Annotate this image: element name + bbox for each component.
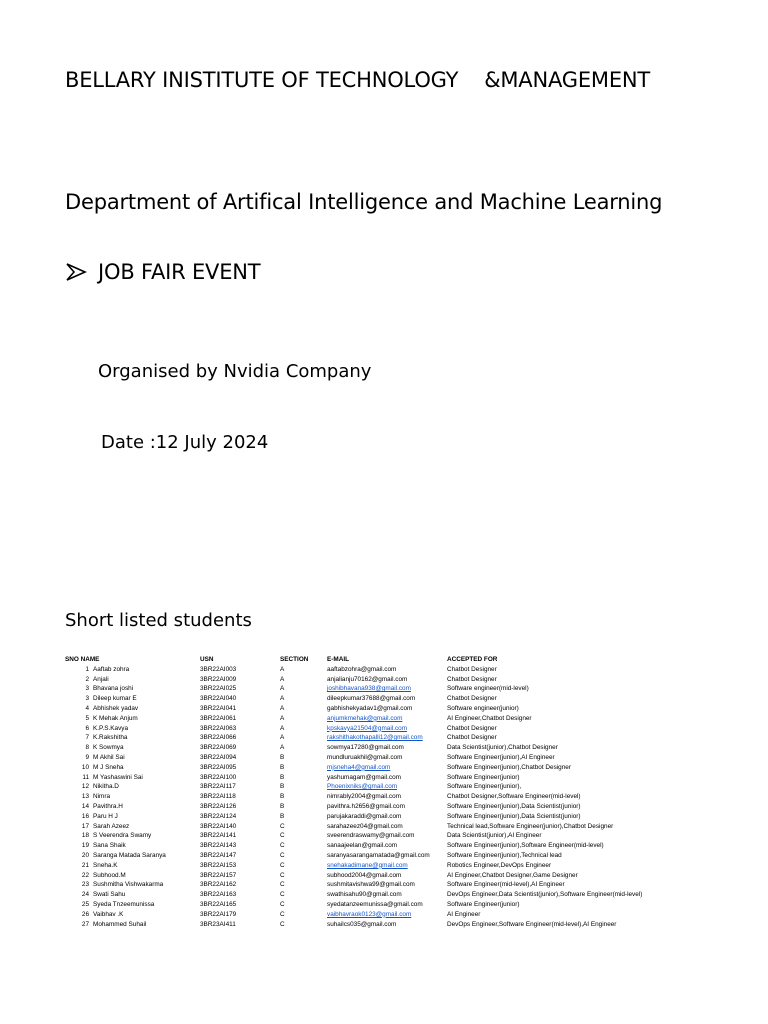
- cell-sno: 12: [81, 783, 89, 791]
- cell-name: Syeda Tnzeemunissa: [93, 900, 155, 908]
- cell-name: K.P.S.Kavya: [93, 724, 129, 732]
- cell-sno: 24: [81, 891, 89, 899]
- cell-name: Sushmitha Vishwakarma: [93, 881, 164, 889]
- cell-usn: 3BR22AI061: [200, 714, 237, 722]
- cell-usn: 3BR22AI025: [200, 685, 237, 693]
- cell-name: M J Sneha: [93, 763, 124, 771]
- cell-name: Pavithra.H: [93, 802, 123, 810]
- table-row: [65, 684, 715, 694]
- cell-sno: 3: [85, 695, 89, 703]
- cell-section: A: [280, 665, 285, 673]
- cell-email: saranyasarangamatada@gmail.com: [327, 851, 430, 859]
- table-row: [65, 694, 715, 704]
- cell-sno: 8: [85, 744, 89, 752]
- email-link[interactable]: snehakadimane@gmail.com: [327, 861, 408, 869]
- event-bullet: [65, 260, 260, 284]
- cell-sno: 1: [85, 665, 89, 673]
- cell-name: Abhishek yadav: [93, 704, 139, 712]
- event-date: Date :12 July 2024: [101, 432, 269, 453]
- cell-email: sanaajeelan@gmail.com: [327, 842, 398, 850]
- table-row: [65, 871, 715, 881]
- cell-accepted-for: Chatbot Designer: [447, 734, 497, 742]
- cell-accepted-for: AI Engineer,Chatbot Designer,Game Designer: [447, 871, 578, 879]
- cell-sno: 4: [85, 704, 89, 712]
- cell-usn: 3BR22AI163: [200, 891, 237, 899]
- cell-usn: 3BR22AI003: [200, 665, 237, 673]
- table-row: [65, 900, 715, 910]
- table-row: [65, 763, 715, 773]
- cell-sno: 3: [85, 685, 89, 693]
- cell-email: yashumagam@gmail.com: [327, 773, 401, 781]
- email-link[interactable]: Phoenixniks@gmail.com: [327, 783, 398, 791]
- table-row: [65, 920, 715, 930]
- cell-section: B: [280, 802, 285, 810]
- table-row: [65, 704, 715, 714]
- cell-accepted-for: Software Engineer(junior),Data Scientist(junior): [447, 812, 581, 820]
- table-row: [65, 831, 715, 841]
- cell-accepted-for: Chatbot Designer: [447, 695, 497, 703]
- cell-email: sushmitavishwa99@gmail.com: [327, 881, 415, 889]
- cell-name: S Veerendra Swamy: [93, 832, 152, 840]
- cell-section: C: [280, 900, 285, 908]
- table-row: [65, 890, 715, 900]
- cell-usn: 3BR22AI117: [200, 783, 236, 791]
- cell-accepted-for: Chatbot Designer: [447, 675, 497, 683]
- cell-section: C: [280, 842, 285, 850]
- cell-usn: 3BR22AI157: [200, 871, 237, 879]
- event-title: JOB FAIR EVENT: [98, 260, 261, 284]
- cell-sno: 21: [81, 861, 89, 869]
- cell-usn: 3BR22AI040: [200, 695, 237, 703]
- cell-name: Aaftab zohra: [93, 665, 130, 673]
- cell-email: swathisahu90@gmail.com: [327, 891, 402, 899]
- cell-name: Sneha.K: [93, 861, 118, 869]
- cell-section: C: [280, 822, 285, 830]
- cell-section: B: [280, 753, 285, 761]
- email-link[interactable]: rakshithakothapalli12@gmail.com: [327, 734, 423, 742]
- institute-title: BELLARY INISTITUTE OF TECHNOLOGY &MANAGEMENT: [65, 68, 651, 92]
- cell-sno: 7: [85, 734, 89, 742]
- cell-accepted-for: Software Engineer(junior): [447, 773, 520, 781]
- header-usn: USN: [200, 656, 214, 663]
- cell-section: B: [280, 763, 285, 771]
- email-link[interactable]: anjumkmehak@gmail.com: [327, 714, 403, 722]
- cell-name: K Mehak Anjum: [93, 714, 138, 722]
- cell-name: Saranga Matada Saranya: [93, 851, 166, 859]
- cell-section: C: [280, 910, 285, 918]
- cell-section: C: [280, 881, 285, 889]
- cell-section: C: [280, 861, 285, 869]
- cell-sno: 20: [81, 851, 89, 859]
- cell-section: B: [280, 773, 285, 781]
- cell-name: M Akhil Sai: [93, 753, 125, 761]
- cell-accepted-for: AI Engineer,Chatbot Designer: [447, 714, 532, 722]
- cell-section: C: [280, 851, 285, 859]
- header-sno-name: SNO NAME: [65, 656, 100, 663]
- cell-sno: 14: [81, 802, 89, 810]
- cell-accepted-for: Chatbot Designer,Software Engineer(mid-level): [447, 793, 581, 801]
- cell-name: Subhood.M: [93, 871, 126, 879]
- cell-sno: 26: [81, 910, 89, 918]
- cell-name: Nimra: [93, 793, 111, 801]
- table-row: [65, 743, 715, 753]
- cell-accepted-for: Software Engineer(junior),: [447, 783, 522, 791]
- cell-accepted-for: Software engineer(junior): [447, 704, 519, 712]
- table-row: [65, 910, 715, 920]
- cell-usn: 3BR22AI066: [200, 734, 237, 742]
- shortlisted-heading: Short listed students: [65, 610, 252, 631]
- cell-sno: 6: [85, 724, 89, 732]
- table-row: [65, 733, 715, 743]
- cell-usn: 3BR22AI141: [200, 832, 237, 840]
- cell-sno: 22: [81, 871, 89, 879]
- cell-name: Sana Shaik: [93, 842, 126, 850]
- cell-sno: 5: [85, 714, 89, 722]
- cell-accepted-for: Robotics Engineer,DevOps Engineer: [447, 861, 552, 869]
- cell-email: subhood2004@gmail.com: [327, 871, 402, 879]
- cell-accepted-for: DevOps Engineer,Software Engineer(mid-level),AI Engineer: [447, 920, 617, 928]
- cell-accepted-for: Software Engineer(mid-level),AI Engineer: [447, 881, 565, 889]
- table-row: [65, 773, 715, 783]
- email-link[interactable]: joshibhavana938@gmail.com: [327, 685, 411, 693]
- cell-email: gabhishekyadav1@gmail.com: [327, 704, 413, 712]
- cell-section: C: [280, 891, 285, 899]
- table-header-row: [65, 655, 715, 665]
- cell-section: B: [280, 793, 285, 801]
- table-row: [65, 792, 715, 802]
- cell-section: A: [280, 744, 285, 752]
- cell-usn: 3BR22AI143: [200, 842, 237, 850]
- cell-usn: 3BR22AI124: [200, 812, 237, 820]
- cell-section: A: [280, 714, 285, 722]
- cell-accepted-for: Software Engineer(junior),Chatbot Designer: [447, 763, 571, 771]
- cell-section: A: [280, 695, 285, 703]
- cell-sno: 10: [81, 763, 89, 771]
- cell-accepted-for: AI Engineer: [447, 910, 481, 918]
- arrow-bullet-icon: [65, 262, 89, 282]
- cell-sno: 17: [81, 822, 89, 830]
- cell-section: A: [280, 724, 285, 732]
- cell-usn: 3BR22AI009: [200, 675, 237, 683]
- cell-accepted-for: Software Engineer(junior),Technical lead: [447, 851, 562, 859]
- cell-accepted-for: Technical lead,Software Engineer(junior),Chatbot Designer: [447, 822, 614, 830]
- cell-section: B: [280, 783, 285, 791]
- table-row: [65, 753, 715, 763]
- cell-email: suhailcs035@gmail.com: [327, 920, 397, 928]
- email-link[interactable]: mjsneha4@gmail.com: [327, 763, 391, 771]
- cell-name: K.Rakshitha: [93, 734, 128, 742]
- cell-sno: 27: [81, 920, 89, 928]
- cell-name: Dileep kumar E: [93, 695, 137, 703]
- cell-sno: 23: [81, 881, 89, 889]
- header-email: E-MAIL: [327, 656, 350, 663]
- cell-accepted-for: Software Engineer(junior),Software Engineer(mid-level): [447, 842, 604, 850]
- cell-usn: 3BR22AI063: [200, 724, 237, 732]
- cell-usn: 3BR22AI041: [200, 704, 237, 712]
- students-table: [65, 655, 715, 929]
- cell-section: A: [280, 734, 285, 742]
- cell-email: sarahazeez04@gmail.com: [327, 822, 403, 830]
- header-section: SECTION: [280, 656, 309, 663]
- cell-usn: 3BR22AI165: [200, 900, 237, 908]
- cell-usn: 3BR23AI411: [200, 920, 236, 928]
- table-row: [65, 861, 715, 871]
- cell-usn: 3BR22AI094: [200, 753, 237, 761]
- cell-name: Nikitha.D: [93, 783, 119, 791]
- cell-name: Anjali: [93, 675, 109, 683]
- table-row: [65, 841, 715, 851]
- cell-usn: 3BR22AI162: [200, 881, 237, 889]
- table-row: [65, 782, 715, 792]
- header-accepted-for: ACCEPTED FOR: [447, 656, 498, 663]
- cell-sno: 9: [85, 753, 89, 761]
- cell-section: A: [280, 675, 285, 683]
- cell-usn: 3BR22AI179: [200, 910, 237, 918]
- cell-usn: 3BR22AI147: [200, 851, 237, 859]
- table-row: [65, 675, 715, 685]
- cell-name: Vaibhav .K: [93, 910, 124, 918]
- cell-name: Paru H J: [93, 812, 118, 820]
- cell-email: sveerendraswamy@gmail.com: [327, 832, 415, 840]
- cell-email: sowmya17280@gmail.com: [327, 744, 404, 752]
- cell-email: aaftabzohra@gmail.com: [327, 665, 397, 673]
- email-link[interactable]: kpskavya21504@gmail.com: [327, 724, 408, 732]
- cell-accepted-for: Data Scientist(junior),Chatbot Designer: [447, 744, 558, 752]
- cell-accepted-for: Software Engineer(junior): [447, 900, 520, 908]
- cell-accepted-for: Software engineer(mid-level): [447, 685, 529, 693]
- cell-usn: 3BR22AI095: [200, 763, 237, 771]
- cell-usn: 3BR22AI118: [200, 793, 236, 801]
- cell-sno: 25: [81, 900, 89, 908]
- cell-section: B: [280, 812, 285, 820]
- cell-sno: 16: [81, 812, 89, 820]
- cell-usn: 3BR22AI100: [200, 773, 237, 781]
- cell-usn: 3BR22AI153: [200, 861, 237, 869]
- cell-email: dileepkumar37688@gmail.com: [327, 695, 416, 703]
- cell-sno: 11: [82, 773, 89, 781]
- cell-section: A: [280, 685, 285, 693]
- table-row: [65, 812, 715, 822]
- cell-section: C: [280, 920, 285, 928]
- cell-accepted-for: Software Engineer(junior),Data Scientist(junior): [447, 802, 581, 810]
- cell-name: Sarah Azeez: [93, 822, 130, 830]
- cell-usn: 3BR22AI126: [200, 802, 237, 810]
- cell-email: anjalianju70162@gmail.com: [327, 675, 408, 683]
- cell-sno: 19: [81, 842, 89, 850]
- table-row: [65, 724, 715, 734]
- department-heading: Department of Artifical Intelligence and Machine Learning: [65, 190, 663, 214]
- table-row: [65, 851, 715, 861]
- cell-name: K Sowmya: [93, 744, 124, 752]
- cell-section: A: [280, 704, 285, 712]
- cell-sno: 18: [81, 832, 89, 840]
- table-row: [65, 880, 715, 890]
- cell-name: M Yashaswini Sai: [93, 773, 143, 781]
- cell-usn: 3BR22AI140: [200, 822, 237, 830]
- cell-usn: 3BR22AI069: [200, 744, 237, 752]
- cell-accepted-for: Software Engineer(junior),AI Engineer: [447, 753, 555, 761]
- table-row: [65, 665, 715, 675]
- cell-sno: 2: [85, 675, 89, 683]
- cell-sno: 13: [81, 793, 89, 801]
- cell-accepted-for: Chatbot Designer: [447, 665, 497, 673]
- cell-name: Bhavana joshi: [93, 685, 134, 693]
- cell-email: nimrably2004@gmail.com: [327, 793, 401, 801]
- cell-name: Mohammed Suhail: [93, 920, 147, 928]
- table-row: [65, 714, 715, 724]
- email-link[interactable]: vaibhavraok0123@gmail.com: [327, 910, 412, 918]
- cell-email: syedatanzeemunissa@gmail.com: [327, 900, 423, 908]
- cell-accepted-for: DevOps Engineer,Data Scientist(junior),Software Engineer(mid-level): [447, 891, 643, 899]
- cell-email: mundluruakhil@gmail.com: [327, 753, 403, 761]
- organiser-text: Organised by Nvidia Company: [98, 361, 372, 382]
- cell-email: pavithra.h2656@gmail.com: [327, 802, 405, 810]
- table-row: [65, 822, 715, 832]
- table-row: [65, 802, 715, 812]
- cell-email: parujakaraddi@gmail.com: [327, 812, 402, 820]
- cell-section: C: [280, 871, 285, 879]
- cell-section: C: [280, 832, 285, 840]
- cell-accepted-for: Chatbot Designer: [447, 724, 497, 732]
- cell-name: Swati Sahu: [93, 891, 126, 899]
- cell-accepted-for: Data Scientist(junior),AI Engineer: [447, 832, 542, 840]
